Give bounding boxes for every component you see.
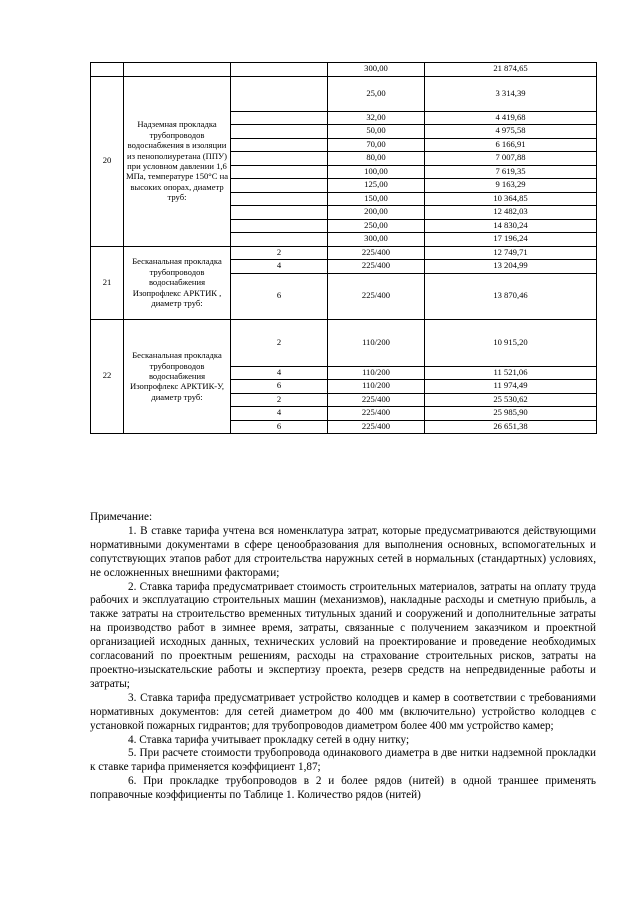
notes-section [90, 511, 596, 803]
diameter-cell: 110/200 [328, 366, 425, 380]
table-row [91, 76, 597, 111]
note-paragraph: 1. В ставке тарифа учтена вся номенклатура затрат, которые предусматриваются действующими нормативными документами в сфере ценообразования для выполнения основных, вспомогательных и сопутствующих этапов работ для строительства наружных сетей в нормальных (стандартных) условиях, не осложненных внешними факторами; [90, 524, 596, 579]
price-cell: 3 314,39 [425, 76, 597, 111]
price-cell: 4 975,58 [425, 125, 597, 139]
price-cell: 10 364,85 [425, 192, 597, 206]
tariff-table [90, 62, 597, 434]
diameter-cell: 70,00 [328, 138, 425, 152]
price-cell: 6 166,91 [425, 138, 597, 152]
count-cell: 6 [231, 273, 328, 319]
diameter-cell: 125,00 [328, 179, 425, 193]
count-cell: 2 [231, 393, 328, 407]
diameter-cell: 150,00 [328, 192, 425, 206]
table-row [91, 63, 597, 77]
count-cell: 4 [231, 260, 328, 274]
diameter-cell: 100,00 [328, 165, 425, 179]
count-cell: 6 [231, 380, 328, 394]
count-cell: 2 [231, 246, 328, 260]
notes-title: Примечание: [90, 511, 153, 523]
diameter-cell: 225/400 [328, 407, 425, 421]
count-cell: 6 [231, 420, 328, 434]
row-description: Надземная прокладка трубопроводов водоснабжения в изоляции из пенополиуретана (ППУ) при условном давлении 1,6 МПа, температуре 150°С на высоких опорах, диаметр труб: [124, 76, 231, 246]
row-number: 20 [91, 76, 124, 246]
count-cell: 4 [231, 407, 328, 421]
row-description: Бесканальная прокладка трубопроводов водоснабжения Изопрофлекс АРКТИК , диаметр труб: [124, 246, 231, 319]
price-cell: 11 521,06 [425, 366, 597, 380]
price-cell: 13 204,99 [425, 260, 597, 274]
price-cell: 12 749,71 [425, 246, 597, 260]
diameter-cell: 50,00 [328, 125, 425, 139]
price-cell: 9 163,29 [425, 179, 597, 193]
diameter-cell: 225/400 [328, 420, 425, 434]
price-cell: 7 619,35 [425, 165, 597, 179]
price-cell: 25 985,90 [425, 407, 597, 421]
price-cell: 25 530,62 [425, 393, 597, 407]
diameter-cell: 25,00 [328, 76, 425, 111]
diameter-cell: 110/200 [328, 319, 425, 366]
row-number: 21 [91, 246, 124, 319]
table-row [91, 246, 597, 260]
price-cell: 14 830,24 [425, 219, 597, 233]
table-row [91, 319, 597, 366]
price-cell: 10 915,20 [425, 319, 597, 366]
diameter-cell: 110/200 [328, 380, 425, 394]
price-cell: 21 874,65 [425, 63, 597, 77]
diameter-cell: 80,00 [328, 152, 425, 166]
count-cell: 2 [231, 319, 328, 366]
price-cell: 12 482,03 [425, 206, 597, 220]
diameter-cell: 300,00 [328, 233, 425, 247]
diameter-cell: 225/400 [328, 246, 425, 260]
price-cell: 26 651,38 [425, 420, 597, 434]
note-paragraph: 2. Ставка тарифа предусматривает стоимость строительных материалов, затраты на оплату труда рабочих и эксплуатацию строительных машин (механизмов), накладные расходы и сметную прибыль, а также затраты на строительство временных титульных зданий и сооружений и дополнительные затраты на производство работ в зимнее время, затраты, связанные с получением заказчиком и проектной организацией исходных данных, технических условий на проектирование и проведение необходимых согласований по проектным решениям, расходы на страхование строительных рисков, затраты на проектно-изыскательские работы и экспертизу проекта, резерв средств на непредвиденные работы и затраты; [90, 580, 596, 690]
note-paragraph: 4. Ставка тарифа учитывает прокладку сетей в одну нитку; [128, 733, 410, 746]
note-paragraph: 5. При расчете стоимости трубопровода одинакового диаметра в две нитки надземной прокладки к ставке тарифа применяется коэффициент 1,87; [90, 747, 596, 774]
diameter-cell: 200,00 [328, 206, 425, 220]
price-cell: 11 974,49 [425, 380, 597, 394]
note-paragraph: 6. При прокладке трубопроводов в 2 и более рядов (нитей) в одной траншее применять поправочные коэффициенты по Таблице 1. Количество рядов (нитей) [90, 775, 596, 802]
row-description: Бесканальная прокладка трубопроводов водоснабжения Изопрофлекс АРКТИК-У, диаметр труб: [124, 319, 231, 434]
price-cell: 13 870,46 [425, 273, 597, 319]
price-cell: 7 007,88 [425, 152, 597, 166]
price-cell: 4 419,68 [425, 111, 597, 125]
diameter-cell: 300,00 [328, 63, 425, 77]
row-number: 22 [91, 319, 124, 434]
diameter-cell: 225/400 [328, 393, 425, 407]
diameter-cell: 225/400 [328, 273, 425, 319]
price-cell: 17 196,24 [425, 233, 597, 247]
diameter-cell: 225/400 [328, 260, 425, 274]
count-cell: 4 [231, 366, 328, 380]
diameter-cell: 32,00 [328, 111, 425, 125]
note-paragraph: 3. Ставка тарифа предусматривает устройство колодцев и камер в соответствии с требованиями нормативных документов: для сетей диаметром до 400 мм (включительно) устройство колодцев с установкой пожарных гидрантов; для трубопроводов диаметром более 400 мм устройство камер; [90, 691, 596, 732]
diameter-cell: 250,00 [328, 219, 425, 233]
